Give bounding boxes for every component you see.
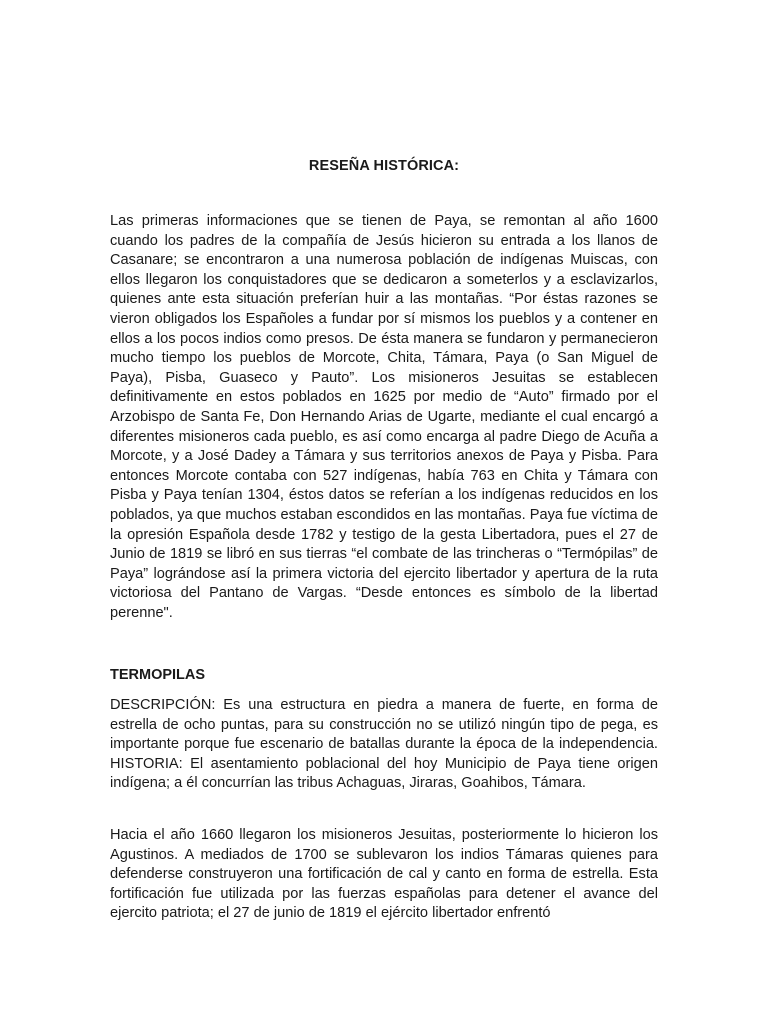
document-title: RESEÑA HISTÓRICA: — [308, 158, 460, 174]
section-heading-termopilas: TERMOPILAS — [110, 667, 206, 683]
paragraph-history: Las primeras informaciones que se tienen de Paya, se remontan al año 1600 cuando los padres de la compañía de Jesús hicieron su entrada a los llanos de Casanare; se encontraron a una numerosa población de indígenas Muiscas, con ellos llegaron los conquistadores que se dedicaron a someterlos y a esclavizarlos, quienes ante esta situación preferían huir a las montañas. “Por éstas razones se vieron obligados los Españoles a fundar por sí mismos los pueblos y a contener en ellos a los pocos indios como presos. De ésta manera se fundaron y permanecieron mucho tiempo los pueblos de Morcote, Chita, Támara, Paya (o San Miguel de Paya), Pisba, Guaseco y Pauto”. Los misioneros Jesuitas se establecen definitivamente en estos poblados en 1625 por medio de “Auto” firmado por el Arzobispo de Santa Fe, Don Hernando Arias de Ugarte, mediante el cual encargó a diferentes misioneros cada pueblo, es así como encarga al padre Diego de Acuña a Morcote, y a José Dadey a Támara y sus territorios anexos de Paya y Pisba. Para entonces Morcote contaba con 527 indígenas, había 763 en Chita y Támara con Pisba y Paya tenían 1304, éstos datos se referían a los indígenas reducidos en los poblados, ya que muchos estaban escondidos en las montañas. Paya fue víctima de la opresión Española desde 1782 y testigo de la gesta Libertadora, pues el 27 de Junio de 1819 se libró en sus tierras “el combate de las trincheras o “Termópilas” de Paya” lográndose así la primera victoria del ejercito libertador y apertura de la ruta victoriosa del Pantano de Vargas. “Desde entonces es símbolo de la libertad perenne". — [110, 213, 658, 621]
paragraph-continuation: Hacia el año 1660 llegaron los misioneros Jesuitas, posteriormente lo hicieron los Agustinos. A mediados de 1700 se sublevaron los indios Támaras quienes para defenderse construyeron una fortificación de cal y canto en forma de estrella. Esta fortificación fue utilizada por las fuerzas españolas para detener el avance del ejercito patriota; el 27 de junio de 1819 el ejército libertador enfrentó — [110, 827, 658, 922]
paragraph-description: DESCRIPCIÓN: Es una estructura en piedra a manera de fuerte, en forma de estrella de ocho puntas, para su construcción no se utilizó ningún tipo de pega, es importante porque fue escenario de batallas durante la época de la independencia. HISTORIA: El asentamiento poblacional del hoy Municipio de Paya tiene origen indígena; a él concurrían las tribus Achaguas, Jiraras, Goahibos, Támara. — [110, 697, 658, 792]
